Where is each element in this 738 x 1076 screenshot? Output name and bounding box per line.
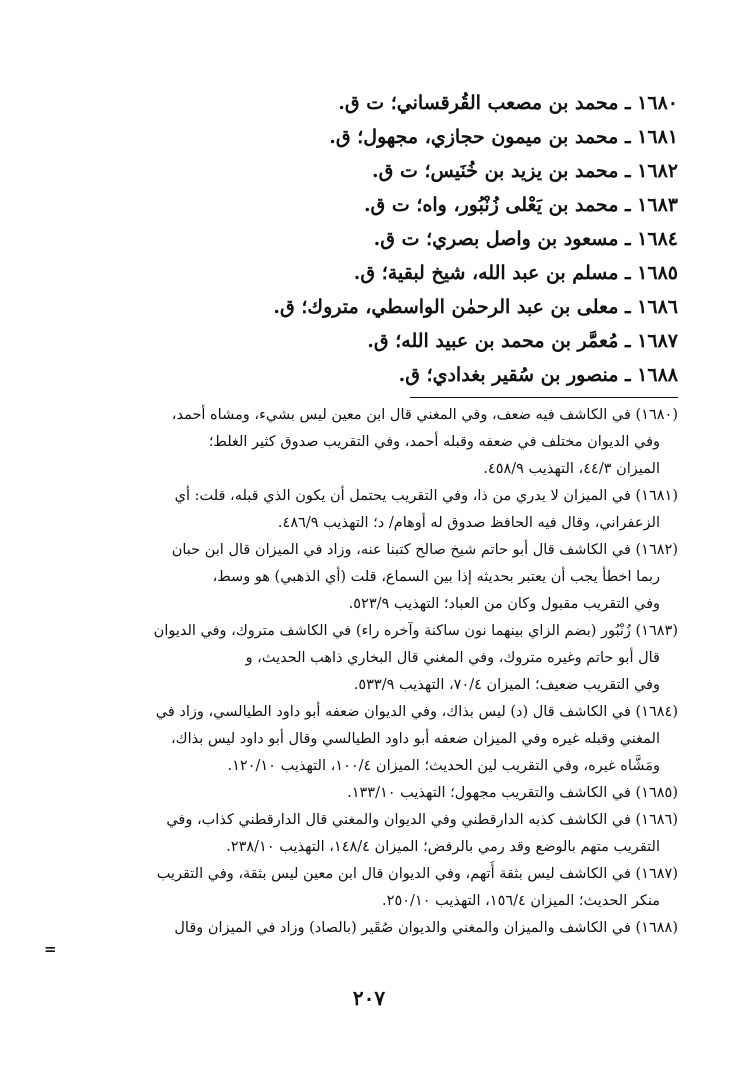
footnote-line: ربما اخطأ يجب أن يعتبر بحديثه إذا بين السماع، قلت (أي الذهبي) هو وسط، xyxy=(212,569,660,585)
narrator-entry: ١٦٨١ ـ محمد بن ميمون حجازي، مجهول؛ ق. xyxy=(329,126,678,148)
footnote-line: قال أبو حاتم وغيره متروك، وفي المغني قال البخاري ذاهب الحديث، و xyxy=(245,650,660,666)
narrator-entry: ١٦٨٨ ـ منصور بن سُقير بغدادي؛ ق. xyxy=(398,364,678,386)
footnote xyxy=(58,537,678,618)
footnote-line: وفي التقريب ضعيف؛ الميزان ٧٠/٤، التهذيب ٥٣٣/٩. xyxy=(353,677,660,693)
footnote-separator-rule xyxy=(410,397,678,398)
narrator-entries-list xyxy=(78,86,678,392)
narrator-entry: ١٦٨٤ ـ مسعود بن واصل بصري؛ ت ق. xyxy=(373,228,678,250)
footnote-line: منكر الحديث؛ الميزان ١٥٦/٤، التهذيب ٢٥٠/١٠. xyxy=(382,893,660,909)
narrator-entry: ١٦٨٦ ـ معلى بن عبد الرحمٰن الواسطي، متروك؛ ق. xyxy=(273,296,678,318)
footnote-line: وفي التقريب مقبول وكان من العباد؛ التهذيب ٥٢٣/٩. xyxy=(348,596,660,612)
narrator-entry: ١٦٨٢ ـ محمد بن يزيد بن خُنَيس؛ ت ق. xyxy=(372,160,678,182)
footnotes-section xyxy=(58,402,678,942)
footnote-line: التقريب متهم بالوضع وقد رمي بالرفض؛ الميزان ١٤٨/٤، التهذيب ٢٣٨/١٠. xyxy=(226,839,660,855)
footnote-line: (١٦٨٦) في الكاشف كذبه الدارقطني وفي الديوان والمغني قال الدارقطني كذاب، وفي xyxy=(166,812,678,828)
narrator-entry: ١٦٨٧ ـ مُعمَّر بن محمد بن عبيد الله؛ ق. xyxy=(367,330,678,352)
footnote-line: (١٦٨١) في الميزان لا يدري من ذا، وفي التقريب يحتمل أن يكون الذي قبله، قلت: أي xyxy=(174,488,678,504)
footnote-line: (١٦٨٠) في الكاشف فيه ضعف، وفي المغني قال ابن معين ليس بشيء، ومشاه أحمد، xyxy=(171,407,678,423)
footnote-line: الميزان ٤٤/٣، التهذيب ٤٥٨/٩. xyxy=(483,461,660,477)
footnote xyxy=(58,915,678,942)
footnote xyxy=(58,861,678,915)
footnote-line: الزعفراني، وقال فيه الحافظ صدوق له أوهام/ د؛ التهذيب ٤٨٦/٩. xyxy=(277,515,660,531)
narrator-entry: ١٦٨٥ ـ مسلم بن عبد الله، شيخ لبقية؛ ق. xyxy=(353,262,678,284)
footnote-line: (١٦٨٧) في الكاشف ليس بثقة أُتهم، وفي الديوان قال ابن معين ليس بثقة، وفي التقريب xyxy=(156,866,678,882)
footnote xyxy=(58,780,678,807)
footnote-line: (١٦٨٥) في الكاشف والتقريب مجهول؛ التهذيب ١٣٣/١٠. xyxy=(347,785,678,801)
footnote-line: ومَشَّاه غيره، وفي التقريب لين الحديث؛ الميزان ١٠٠/٤، التهذيب ١٢٠/١٠. xyxy=(227,758,660,774)
footnote-line: وفي الديوان مختلف في ضعفه وقبله أحمد، وفي التقريب صدوق كثير الغلط؛ xyxy=(208,434,660,450)
footnote xyxy=(58,483,678,537)
continuation-mark: = xyxy=(44,940,57,958)
footnote-line: المغني وقبله غيره وفي الميزان ضعفه أبو داود الطيالسي وقال أبو داود ليس بذاك، xyxy=(170,731,660,747)
footnote-line: (١٦٨٢) في الكاشف قال أبو حاتم شيخ صالح كتبنا عنه، وزاد في الميزان قال ابن حبان xyxy=(171,542,678,558)
footnote xyxy=(58,402,678,483)
footnote-line: (١٦٨٣) زُنْبُور (بضم الزاي بينهما نون ساكنة وآخره راء) في الكاشف متروك، وفي الديوان xyxy=(153,623,678,639)
footnote-line: (١٦٨٤) في الكاشف قال (د) ليس بذاك، وفي الديوان ضعفه أبو داود الطيالسي، وزاد في xyxy=(155,704,678,720)
footnote xyxy=(58,618,678,699)
narrator-entry: ١٦٨٣ ـ محمد بن يَعْلى زُنْبُور، واه؛ ت ق. xyxy=(363,194,678,216)
footnote xyxy=(58,807,678,861)
page-number: ٢٠٧ xyxy=(352,986,386,1010)
footnote xyxy=(58,699,678,780)
narrator-entry: ١٦٨٠ ـ محمد بن مصعب القُرقساني؛ ت ق. xyxy=(338,92,678,114)
footnote-line: (١٦٨٨) في الكاشف والميزان والمغني والديوان صُقَير (بالصاد) وزاد في الميزان وقال xyxy=(174,920,678,936)
